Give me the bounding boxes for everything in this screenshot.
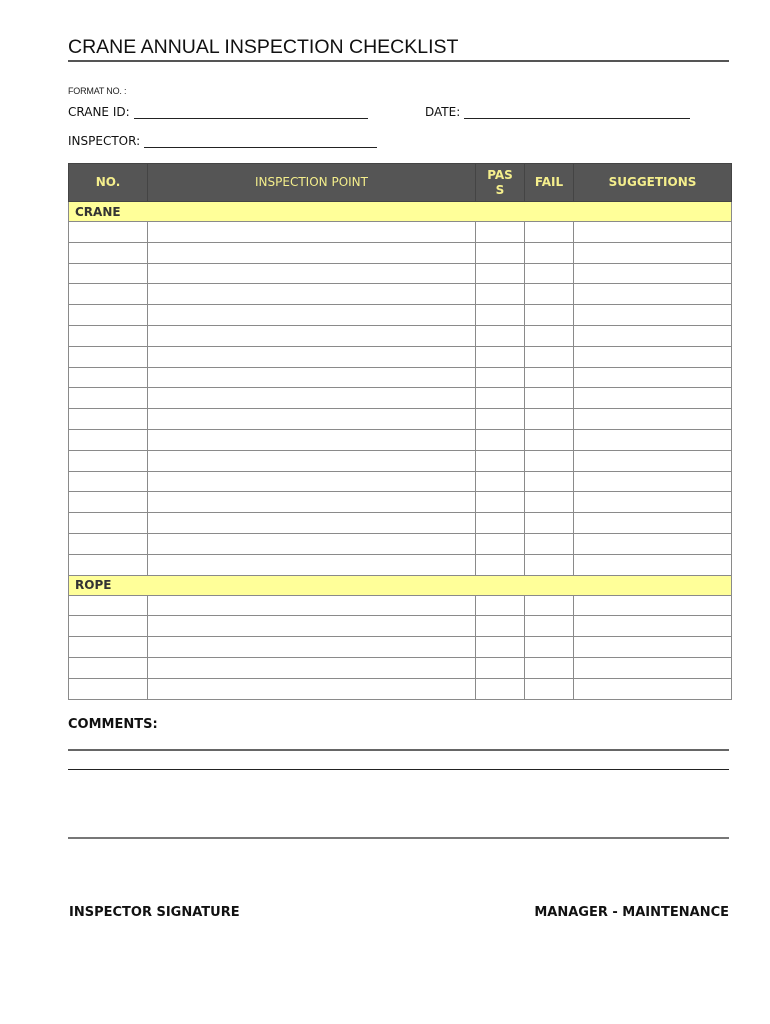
inspection-point-cell[interactable]: [148, 305, 476, 326]
fail-cell[interactable]: [525, 263, 574, 284]
crane-id-label: CRANE ID:: [68, 105, 130, 119]
inspector-input[interactable]: [144, 135, 377, 148]
suggestions-cell[interactable]: [574, 471, 732, 492]
inspection-point-cell[interactable]: [148, 222, 476, 243]
pass-cell[interactable]: [476, 616, 525, 637]
table-row: [69, 554, 732, 575]
suggestions-cell[interactable]: [574, 616, 732, 637]
fail-cell[interactable]: [525, 388, 574, 409]
suggestions-cell[interactable]: [574, 429, 732, 450]
inspection-point-cell[interactable]: [148, 637, 476, 658]
pass-cell[interactable]: [476, 429, 525, 450]
suggestions-cell[interactable]: [574, 222, 732, 243]
pass-cell[interactable]: [476, 637, 525, 658]
table-row: [69, 284, 732, 305]
table-row: [69, 657, 732, 678]
no-cell[interactable]: [69, 637, 148, 658]
fail-cell[interactable]: [525, 678, 574, 699]
fail-cell[interactable]: [525, 346, 574, 367]
table-row: [69, 513, 732, 534]
fail-cell[interactable]: [525, 637, 574, 658]
pass-cell[interactable]: [476, 388, 525, 409]
no-cell[interactable]: [69, 513, 148, 534]
pass-cell[interactable]: [476, 657, 525, 678]
no-cell[interactable]: [69, 263, 148, 284]
pass-cell[interactable]: [476, 471, 525, 492]
crane-id-field: [68, 105, 368, 119]
table-row: [69, 492, 732, 513]
table-row: [69, 325, 732, 346]
pass-header-text: PASS: [487, 167, 513, 197]
suggestions-cell[interactable]: [574, 554, 732, 575]
fail-cell[interactable]: [525, 533, 574, 554]
fail-cell[interactable]: [525, 616, 574, 637]
no-cell[interactable]: [69, 325, 148, 346]
table-row: [69, 595, 732, 616]
inspection-point-cell[interactable]: [148, 388, 476, 409]
no-cell[interactable]: [69, 533, 148, 554]
pass-cell[interactable]: [476, 678, 525, 699]
pass-cell[interactable]: [476, 305, 525, 326]
crane-id-input[interactable]: [134, 106, 368, 119]
inspection-point-cell[interactable]: [148, 657, 476, 678]
no-cell[interactable]: [69, 346, 148, 367]
suggestions-cell[interactable]: [574, 678, 732, 699]
date-label: DATE:: [425, 105, 461, 119]
pass-cell[interactable]: [476, 533, 525, 554]
suggestions-cell[interactable]: [574, 388, 732, 409]
no-cell[interactable]: [69, 242, 148, 263]
inspection-point-cell[interactable]: [148, 242, 476, 263]
pass-cell[interactable]: [476, 513, 525, 534]
inspection-point-cell[interactable]: [148, 471, 476, 492]
pass-cell[interactable]: [476, 409, 525, 430]
table-row: [69, 533, 732, 554]
pass-cell[interactable]: [476, 450, 525, 471]
suggestions-cell[interactable]: [574, 367, 732, 388]
inspection-table: [68, 163, 732, 700]
pass-cell[interactable]: [476, 325, 525, 346]
inspection-point-cell[interactable]: [148, 284, 476, 305]
suggestions-cell[interactable]: [574, 492, 732, 513]
suggestions-cell[interactable]: [574, 637, 732, 658]
fail-cell[interactable]: [525, 305, 574, 326]
pass-cell[interactable]: [476, 346, 525, 367]
inspector-signature-label: INSPECTOR SIGNATURE: [69, 905, 240, 920]
fail-cell[interactable]: [525, 554, 574, 575]
suggestions-cell[interactable]: [574, 263, 732, 284]
inspection-point-cell[interactable]: [148, 492, 476, 513]
fail-cell[interactable]: [525, 513, 574, 534]
inspection-point-cell[interactable]: [148, 595, 476, 616]
table-row: [69, 388, 732, 409]
suggestions-cell[interactable]: [574, 325, 732, 346]
inspector-label: INSPECTOR:: [68, 134, 141, 148]
pass-cell[interactable]: [476, 284, 525, 305]
no-cell[interactable]: [69, 657, 148, 678]
no-cell[interactable]: [69, 367, 148, 388]
fail-cell[interactable]: [525, 657, 574, 678]
fail-cell[interactable]: [525, 471, 574, 492]
comments-line-2[interactable]: [68, 769, 729, 770]
table-row: [69, 637, 732, 658]
pass-cell[interactable]: [476, 554, 525, 575]
no-cell[interactable]: [69, 595, 148, 616]
no-cell[interactable]: [69, 554, 148, 575]
column-header-fail: FAIL: [525, 164, 574, 202]
fail-cell[interactable]: [525, 595, 574, 616]
table-row: [69, 429, 732, 450]
column-header-suggestions: SUGGETIONS: [574, 164, 732, 202]
pass-cell[interactable]: [476, 367, 525, 388]
table-row: [69, 305, 732, 326]
table-row: [69, 346, 732, 367]
table-row: [69, 242, 732, 263]
no-cell[interactable]: [69, 492, 148, 513]
table-row: [69, 222, 732, 243]
inspection-point-cell[interactable]: [148, 554, 476, 575]
no-cell[interactable]: [69, 429, 148, 450]
table-header-row: [69, 164, 732, 202]
section-label: CRANE: [69, 202, 732, 222]
section-row-rope: [69, 575, 732, 595]
comments-line-3[interactable]: [68, 837, 729, 839]
suggestions-cell[interactable]: [574, 284, 732, 305]
table-row: [69, 409, 732, 430]
no-cell[interactable]: [69, 471, 148, 492]
suggestions-cell[interactable]: [574, 346, 732, 367]
pass-cell[interactable]: [476, 263, 525, 284]
inspection-point-cell[interactable]: [148, 616, 476, 637]
fail-cell[interactable]: [525, 409, 574, 430]
inspection-point-cell[interactable]: [148, 367, 476, 388]
section-row-crane: [69, 202, 732, 222]
inspection-point-cell[interactable]: [148, 325, 476, 346]
no-cell[interactable]: [69, 305, 148, 326]
table-row: [69, 616, 732, 637]
format-number-label: FORMAT NO. :: [68, 86, 127, 96]
table-row: [69, 367, 732, 388]
date-field: [425, 105, 690, 119]
table-row: [69, 471, 732, 492]
fail-cell[interactable]: [525, 325, 574, 346]
no-cell[interactable]: [69, 450, 148, 471]
column-header-inspection-point: INSPECTION POINT: [148, 164, 476, 202]
no-cell[interactable]: [69, 409, 148, 430]
table-row: [69, 450, 732, 471]
no-cell[interactable]: [69, 388, 148, 409]
inspection-point-cell[interactable]: [148, 513, 476, 534]
inspection-point-cell[interactable]: [148, 429, 476, 450]
table-body: [69, 202, 732, 700]
no-cell[interactable]: [69, 616, 148, 637]
suggestions-cell[interactable]: [574, 657, 732, 678]
inspection-point-cell[interactable]: [148, 263, 476, 284]
comments-line-1[interactable]: [68, 749, 729, 751]
suggestions-cell[interactable]: [574, 450, 732, 471]
fail-cell[interactable]: [525, 492, 574, 513]
inspection-point-cell[interactable]: [148, 533, 476, 554]
suggestions-cell[interactable]: [574, 595, 732, 616]
inspection-point-cell[interactable]: [148, 346, 476, 367]
no-cell[interactable]: [69, 222, 148, 243]
pass-cell[interactable]: [476, 595, 525, 616]
suggestions-cell[interactable]: [574, 305, 732, 326]
suggestions-cell[interactable]: [574, 409, 732, 430]
suggestions-cell[interactable]: [574, 513, 732, 534]
inspection-point-cell[interactable]: [148, 409, 476, 430]
pass-cell[interactable]: [476, 492, 525, 513]
document-title: CRANE ANNUAL INSPECTION CHECKLIST: [68, 36, 729, 62]
inspection-point-cell[interactable]: [148, 450, 476, 471]
manager-maintenance-label: MANAGER - MAINTENANCE: [534, 905, 729, 920]
pass-cell[interactable]: [476, 222, 525, 243]
fail-cell[interactable]: [525, 242, 574, 263]
table-row: [69, 263, 732, 284]
fail-cell[interactable]: [525, 450, 574, 471]
suggestions-cell[interactable]: [574, 533, 732, 554]
fail-cell[interactable]: [525, 429, 574, 450]
no-cell[interactable]: [69, 678, 148, 699]
no-cell[interactable]: [69, 284, 148, 305]
section-label: ROPE: [69, 575, 732, 595]
pass-cell[interactable]: [476, 242, 525, 263]
inspection-point-cell[interactable]: [148, 678, 476, 699]
column-header-no: NO.: [69, 164, 148, 202]
date-input[interactable]: [464, 106, 690, 119]
column-header-pass: [476, 164, 525, 202]
fail-cell[interactable]: [525, 284, 574, 305]
inspector-field: [68, 134, 377, 148]
table-row: [69, 678, 732, 699]
suggestions-cell[interactable]: [574, 242, 732, 263]
fail-cell[interactable]: [525, 367, 574, 388]
comments-label: COMMENTS:: [68, 717, 158, 732]
fail-cell[interactable]: [525, 222, 574, 243]
